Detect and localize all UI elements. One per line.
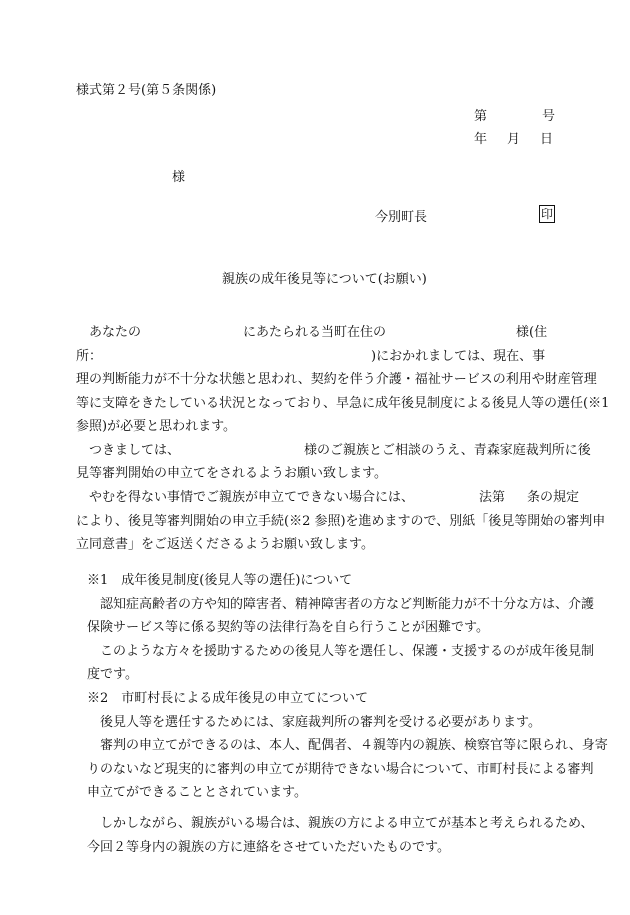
text-provision: 条の規定 [527,490,580,505]
body-paragraph-3 [76,486,606,557]
text-unavoidable: やむを得ない事情でご親族が申立てできない場合には、 [89,490,415,505]
number-prefix: 第 [474,109,488,124]
body-line: 見等審判開始の申立てをされるようお願い致します。 [76,466,387,481]
body-line: により、後見等審判開始の申立手続(※2 参照)を進めますので、別紙「後見等開始の審判申 [76,513,606,529]
closing-line: しかしながら、親族がいる場合は、親族の方による申立てが基本と考えられるため、 [100,816,594,831]
note-line: 保険サービス等に係る契約等の法律行為を自ら行うことが困難です。 [87,620,489,635]
text-relationship: にあたられる当町在住の [243,325,387,340]
note-line: 後見人等を選任するためには、家庭裁判所の審判を受ける必要があります。 [100,714,541,730]
body-line: 理の判断能力が不十分な状態と思われ、契約を伴う介護・福祉サービスの利用や財産管理 [76,372,597,387]
document-number [474,105,555,124]
note-1-title: ※1 成年後見制度(後見人等の選任)について [87,573,353,588]
text-consultation: 様のご親族とご相談のうえ、青森家庭裁判所に後 [304,442,591,458]
date-year: 年 [474,132,488,147]
closing-paragraph [87,812,594,859]
note-1 [87,569,595,687]
note-line: 認知症高齢者の方や知的障害者、精神障害者の方など判断能力が不十分な方は、介護 [100,596,595,612]
body-line [76,321,557,345]
body-line [76,345,557,369]
seal-stamp [539,205,555,223]
body-line: 等に支障をきたしている状況となっており、早急に成年後見制度による後見人等の選任(※1 [76,395,610,411]
text-therefore: つきましては、 [89,442,181,458]
body-line [76,486,580,510]
note-2-title: ※2 市町村長による成年後見の申立てについて [87,691,369,706]
date-day: 日 [540,132,554,147]
closing-line: 今回２等身内の親族の方に連絡をさせていただいたものです。 [87,839,450,855]
text-sama-address: 様(住 [516,325,548,340]
seal-mark: 印 [540,207,553,221]
body-line [76,439,591,463]
text-your: あなたの [89,325,142,340]
note-line: このような方々を援助するための後見人等を選任し、保護・支援するのが成年後見制 [100,643,595,659]
body-line: 立同意書」をご返送くださるようお願い致します。 [76,537,374,552]
sender-name: 今別町長 [375,210,428,225]
text-law-article: 法第 [479,490,506,505]
text-address-label: 所： [76,348,103,364]
note-line: りのないなど現実的に審判の申立てが期待できない場合について、市町村長による審判 [87,761,594,777]
note-2 [87,687,608,805]
note-line: 審判の申立てができるのは、本人、配偶者、４親等内の親族、検察官等に限られ、身寄 [100,738,608,753]
text-address-continued: )におかれましては、現在、事 [371,348,546,364]
body-paragraph-1 [76,321,610,486]
document-date [474,128,553,147]
document-title: 親族の成年後見等について(お願い) [222,272,427,287]
date-month: 月 [507,132,521,147]
addressee-suffix: 様 [172,170,186,185]
number-suffix: 号 [542,109,556,124]
form-number-label: 様式第２号(第５条関係) [76,83,217,98]
note-line: 度です。 [87,667,138,682]
body-line: 参照)が必要と思われます。 [76,419,237,434]
note-line: 申立てができることとされています。 [87,785,307,800]
